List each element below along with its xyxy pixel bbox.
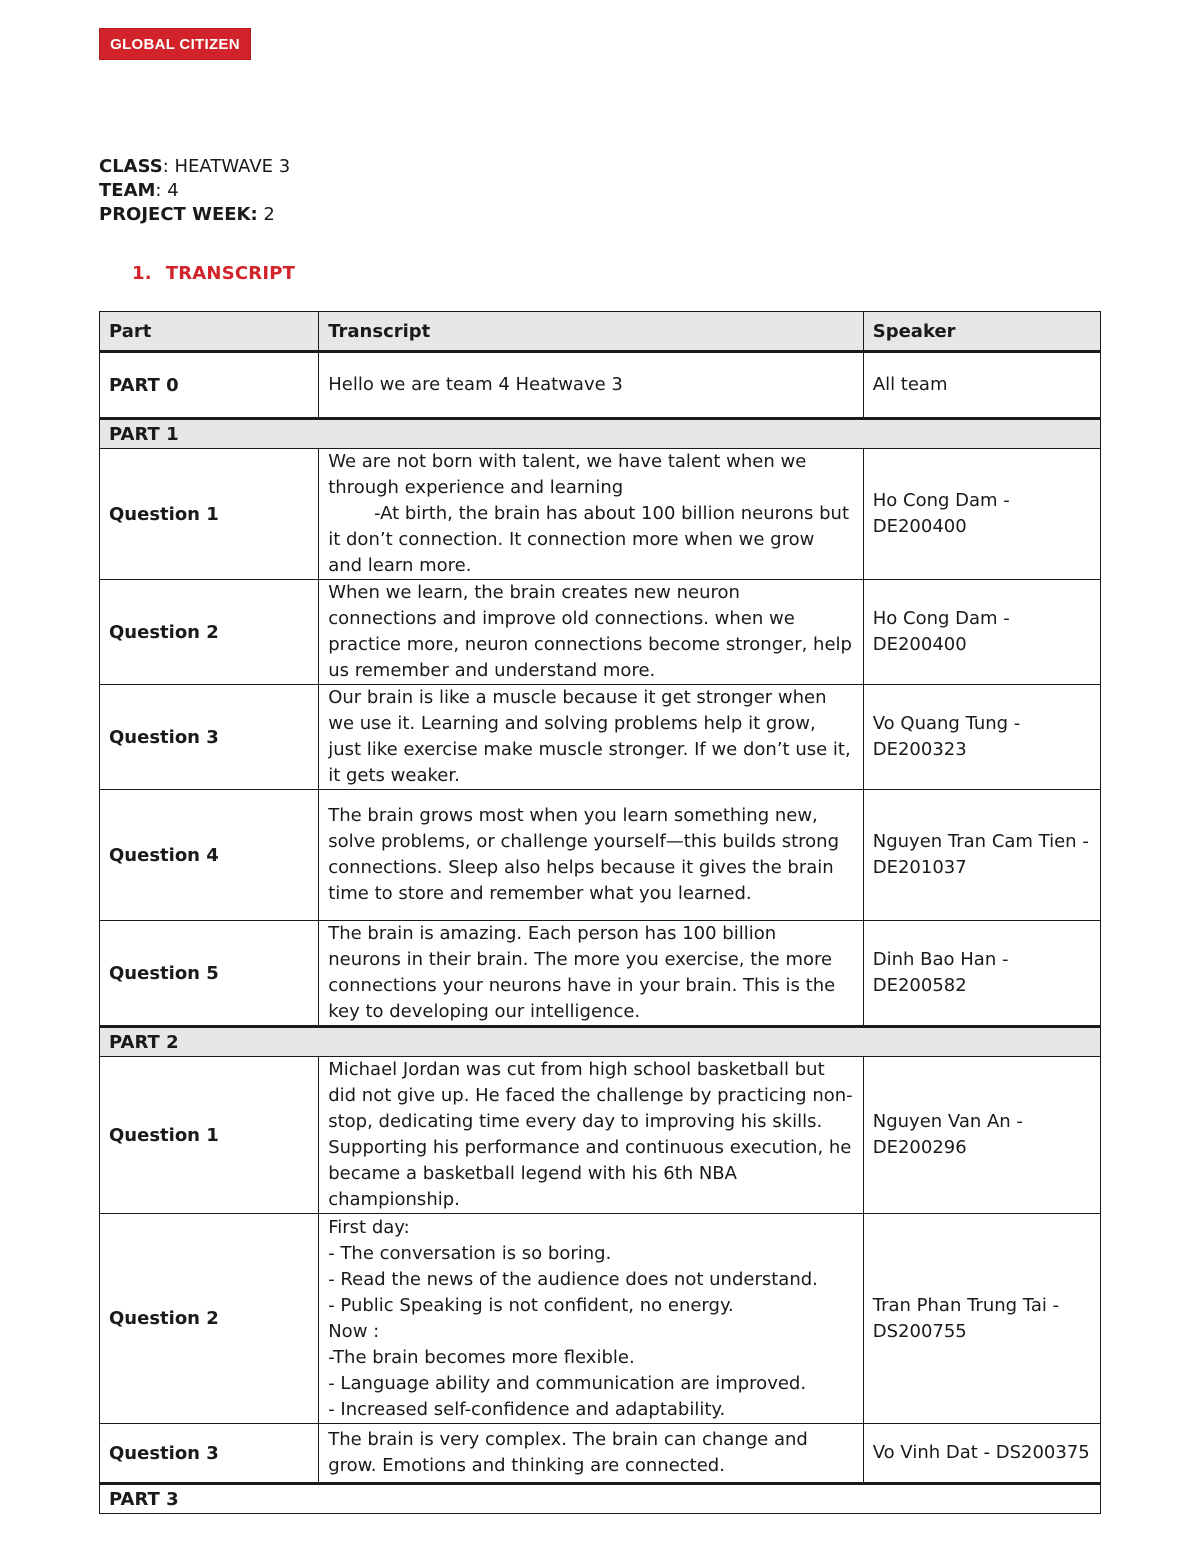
row-transcript: Michael Jordan was cut from high school basketball but did not give up. He faced the challenge by practicing non-stop, dedicating time every day to improving his skills. Supporting his performance and continuous execution, he became a basketball legend with his 6th NBA championship. bbox=[319, 1057, 864, 1214]
row-transcript: Hello we are team 4 Heatwave 3 bbox=[319, 352, 864, 419]
row-speaker: Vo Vinh Dat - DS200375 bbox=[863, 1424, 1100, 1484]
row-label: Question 2 bbox=[100, 580, 319, 685]
row-label: Question 2 bbox=[100, 1214, 319, 1424]
table-row bbox=[100, 1214, 1101, 1424]
row-transcript: The brain is very complex. The brain can change and grow. Emotions and thinking are connected. bbox=[319, 1424, 864, 1484]
class-line bbox=[99, 155, 290, 179]
table-row bbox=[100, 352, 1101, 419]
transcript-line: Now : bbox=[328, 1320, 380, 1342]
section-title: TRANSCRIPT bbox=[165, 263, 296, 284]
table-row bbox=[100, 1057, 1101, 1214]
row-label: Question 4 bbox=[100, 790, 319, 921]
row-speaker: Ho Cong Dam - DE200400 bbox=[863, 449, 1100, 580]
transcript-line: - Language ability and communication are improved. bbox=[328, 1372, 807, 1394]
table-header-row bbox=[100, 312, 1101, 352]
row-label: Question 3 bbox=[100, 685, 319, 790]
row-speaker: All team bbox=[863, 352, 1100, 419]
week-label: PROJECT WEEK: bbox=[99, 204, 258, 225]
row-transcript: Our brain is like a muscle because it get stronger when we use it. Learning and solving problems help it grow, just like exercise make muscle stronger. If we don’t use it, it gets weaker. bbox=[319, 685, 864, 790]
table-row bbox=[100, 685, 1101, 790]
row-label: Question 3 bbox=[100, 1424, 319, 1484]
row-speaker: Dinh Bao Han - DE200582 bbox=[863, 921, 1100, 1027]
team-value: : 4 bbox=[155, 180, 179, 201]
table-row bbox=[100, 449, 1101, 580]
row-speaker: Nguyen Van An - DE200296 bbox=[863, 1057, 1100, 1214]
team-line bbox=[99, 179, 290, 203]
row-speaker: Vo Quang Tung - DE200323 bbox=[863, 685, 1100, 790]
part-header-row bbox=[100, 1484, 1101, 1514]
global-citizen-logo: GLOBAL CITIZEN bbox=[99, 28, 251, 60]
section-heading bbox=[132, 263, 295, 284]
project-meta bbox=[99, 155, 290, 227]
week-value: 2 bbox=[257, 204, 275, 225]
part-header-row bbox=[100, 1027, 1101, 1057]
part-label: PART 1 bbox=[100, 419, 1101, 449]
transcript-line: -At birth, the brain has about 100 billion neurons but it don’t connection. It connection more when we grow and learn more. bbox=[328, 503, 855, 576]
table-row bbox=[100, 580, 1101, 685]
row-transcript: When we learn, the brain creates new neuron connections and improve old connections. when we practice more, neuron connections become stronger, help us remember and understand more. bbox=[319, 580, 864, 685]
transcript-line: First day: bbox=[328, 1216, 410, 1238]
transcript-line: - Read the news of the audience does not understand. bbox=[328, 1268, 818, 1290]
section-number: 1. bbox=[132, 263, 152, 284]
week-line bbox=[99, 203, 290, 227]
row-label: PART 0 bbox=[100, 352, 319, 419]
row-transcript: The brain grows most when you learn something new, solve problems, or challenge yourself—this builds strong connections. Sleep also helps because it gives the brain time to store and remember what you learned. bbox=[319, 790, 864, 921]
row-label: Question 5 bbox=[100, 921, 319, 1027]
transcript-line: - The conversation is so boring. bbox=[328, 1242, 612, 1264]
part-header-row bbox=[100, 419, 1101, 449]
transcript-line: We are not born with talent, we have talent when we through experience and learning bbox=[328, 451, 813, 498]
row-speaker: Tran Phan Trung Tai - DS200755 bbox=[863, 1214, 1100, 1424]
transcript-line: -The brain becomes more flexible. bbox=[328, 1346, 635, 1368]
row-label: Question 1 bbox=[100, 1057, 319, 1214]
class-value: : HEATWAVE 3 bbox=[162, 156, 291, 177]
header-part: Part bbox=[100, 312, 319, 352]
team-label: TEAM bbox=[99, 180, 156, 201]
header-transcript: Transcript bbox=[319, 312, 864, 352]
part-label: PART 3 bbox=[100, 1484, 1101, 1514]
part-label: PART 2 bbox=[100, 1027, 1101, 1057]
class-label: CLASS bbox=[99, 156, 163, 177]
row-transcript bbox=[319, 1214, 864, 1424]
table-row bbox=[100, 921, 1101, 1027]
transcript-table bbox=[99, 311, 1101, 1514]
row-transcript bbox=[319, 449, 864, 580]
row-speaker: Nguyen Tran Cam Tien - DE201037 bbox=[863, 790, 1100, 921]
table-row bbox=[100, 1424, 1101, 1484]
row-speaker: Ho Cong Dam - DE200400 bbox=[863, 580, 1100, 685]
table-row bbox=[100, 790, 1101, 921]
header-speaker: Speaker bbox=[863, 312, 1100, 352]
row-transcript: The brain is amazing. Each person has 100 billion neurons in their brain. The more you exercise, the more connections your neurons have in your brain. This is the key to developing our intelligence. bbox=[319, 921, 864, 1027]
transcript-line: - Increased self-confidence and adaptability. bbox=[328, 1398, 726, 1420]
transcript-line: - Public Speaking is not confident, no energy. bbox=[328, 1294, 734, 1316]
row-label: Question 1 bbox=[100, 449, 319, 580]
